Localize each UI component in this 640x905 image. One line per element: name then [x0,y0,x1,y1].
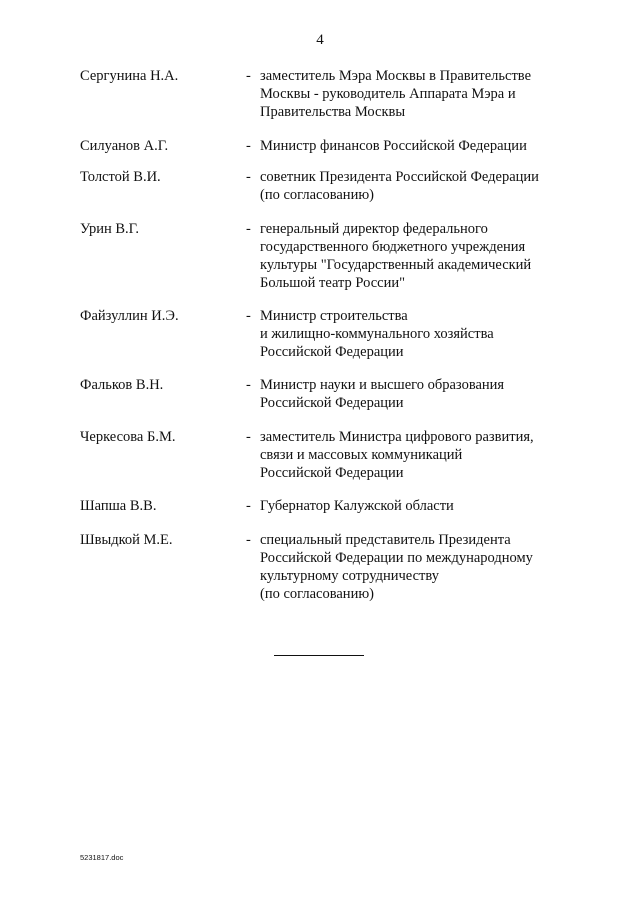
separator-dash: - [246,377,251,393]
member-position [260,376,580,412]
member-name: Фальков В.Н. [80,377,164,393]
position-line: (по согласованию) [260,187,374,203]
position-line: (по согласованию) [260,586,374,602]
file-reference: 5231817.doc [80,853,124,862]
member-name: Швыдкой М.Е. [80,532,173,548]
position-line: Большой театр России" [260,275,406,291]
position-line: государственного бюджетного учреждения [260,239,526,255]
member-position [260,137,580,155]
separator-dash: - [246,498,251,514]
page-number: 4 [316,32,324,48]
separator-dash: - [246,169,251,185]
member-name: Сергунина Н.А. [80,68,179,84]
position-line: Российской Федерации [260,395,404,411]
position-line: специальный представитель Президента [260,532,511,548]
member-name: Шапша В.В. [80,498,157,514]
member-name: Черкесова Б.М. [80,429,176,445]
position-line: советник Президента Российской Федерации [260,169,539,185]
member-position [260,307,580,361]
member-position [260,168,580,204]
position-line: заместитель Мэра Москвы в Правительстве [260,68,532,84]
position-line: культурному сотрудничеству [260,568,439,584]
position-line: Министр финансов Российской Федерации [260,138,527,154]
position-line: Министр строительства [260,308,408,324]
member-position [260,220,580,292]
position-line: связи и массовых коммуникаций [260,447,463,463]
position-line: Российской Федерации [260,465,404,481]
member-position [260,428,580,482]
position-line: Российской Федерации по международному [260,550,533,566]
position-line: генеральный директор федерального [260,221,488,237]
position-line: Губернатор Калужской области [260,498,454,514]
position-line: и жилищно-коммунального хозяйства [260,326,494,342]
position-line: Правительства Москвы [260,104,406,120]
separator-dash: - [246,68,251,84]
position-line: заместитель Министра цифрового развития, [260,429,534,445]
separator-dash: - [246,138,251,154]
separator-dash: - [246,429,251,445]
member-position [260,67,580,121]
end-divider [274,655,364,656]
separator-dash: - [246,308,251,324]
position-line: культуры "Государственный академический [260,257,532,273]
member-name: Силуанов А.Г. [80,138,169,154]
separator-dash: - [246,221,251,237]
position-line: Российской Федерации [260,344,404,360]
separator-dash: - [246,532,251,548]
member-position [260,497,580,515]
member-name: Урин В.Г. [80,221,140,237]
position-line: Министр науки и высшего образования [260,377,505,393]
member-name: Файзуллин И.Э. [80,308,179,324]
member-position [260,531,580,603]
position-line: Москвы - руководитель Аппарата Мэра и [260,86,516,102]
member-name: Толстой В.И. [80,169,161,185]
